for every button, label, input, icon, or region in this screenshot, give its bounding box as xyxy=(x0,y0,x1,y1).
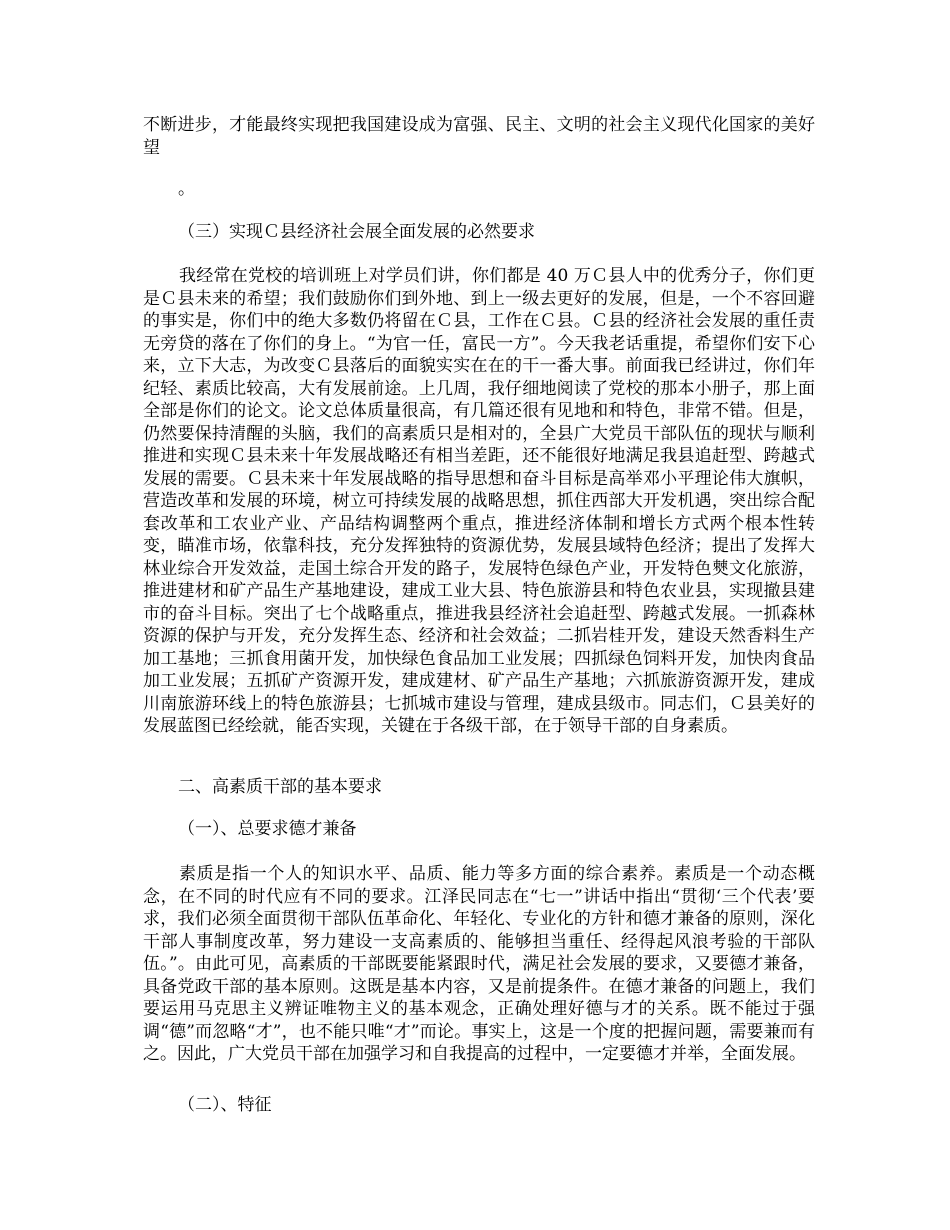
paragraph-body-2: 素质是指一个人的知识水平、品质、能力等多方面的综合素养。素质是一个动态概念，在不同的时代应有不同的要求。江泽民同志在“七一”讲话中指出“贯彻‘三个代表’要求，我们必须全面贯彻干部队伍革命化、年轻化、专业化的方针和德才兼备的原则，深化干部人事制度改革，努力建设一支高素质的、能够担当重任、经得起风浪考验的干部队伍。”。由此可见，高素质的干部既要能紧跟时代，满足社会发展的要求，又要德才兼备，具备党政干部的基本原则。这既是基本内容，又是前提条件。在德才兼备的问题上，我们要运用马克思主义辨证唯物主义的基本观念，正确处理好德与才的关系。既不能过于强调“德”而忽略“才”，也不能只唯“才”而论。事实上，这是一个度的把握问题，需要兼而有之。因此，广大党员干部在加强学习和自我提高的过程中，一定要德才并举，全面发展。 xyxy=(143,864,815,1064)
paragraph-body-1: 我经常在党校的培训班上对学员们讲，你们都是 40 万Ｃ县人中的优秀分子，你们更是Ｃ县未来的希望；我们鼓励你们到外地、到上一级去更好的发展，但是，一个不容回避的事实是，你们中的绝大多数仍将留在Ｃ县，工作在Ｃ县。Ｃ县的经济社会发展的重任责无旁贷的落在了你们的身上。“为官一任，富民一方”。今天我老话重提，希望你们安下心来，立下大志，为改变Ｃ县落后的面貌实实在在的干一番大事。前面我已经讲过，你们年纪轻、素质比较高，大有发展前途。上几周，我仔细地阅读了党校的那本小册子，那上面全部是你们的论文。论文总体质量很高，有几篇还很有见地和和特色，非常不错。但是，仍然要保持清醒的头脑，我们的高素质只是相对的，全县广大党员干部队伍的现状与顺利推进和实现Ｃ县未来十年发展战略还有相当差距，还不能很好地满足我县追赶型、跨越式发展的需要。Ｃ县未来十年发展战略的指导思想和奋斗目标是高举邓小平理论伟大旗帜，营造改革和发展的环境，树立可持续发展的战略思想，抓住西部大开发机遇，突出综合配套改革和工农业产业、产品结构调整两个重点，推进经济体制和增长方式两个根本性转变，瞄准市场，依靠科技，充分发挥独特的资源优势，发展县域特色经济；提出了发挥大林业综合开发效益，走国土综合开发的路子，发展特色绿色产业，开发特色僰文化旅游，推进建材和矿产品生产基地建设，建成工业大县、特色旅游县和特色农业县，实现撤县建市的奋斗目标。突出了七个战略重点，推进我县经济社会追赶型、跨越式发展。一抓森林资源的保护与开发，充分发挥生态、经济和社会效益；二抓岩桂开发，建设天然香料生产加工基地；三抓食用菌开发，加快绿色食品加工业发展；四抓绿色饲料开发，加快肉食品加工业发展；五抓矿产资源开发，建成建材、矿产品生产基地；六抓旅游资源开发，建成川南旅游环线上的特色旅游县；七抓城市建设与管理，建成县级市。同志们，Ｃ县美好的发展蓝图已经绘就，能否实现，关键在于各级干部，在于领导干部的自身素质。 xyxy=(143,266,815,736)
paragraph-period: 。 xyxy=(178,179,195,199)
heading-subsection-2: （二）、特征 xyxy=(178,1095,272,1115)
heading-section-3: （三）实现Ｃ县经济社会展全面发展的必然要求 xyxy=(178,222,535,242)
heading-subsection-1: （一）、总要求德才兼备 xyxy=(178,819,357,839)
heading-section-two: 二、高素质干部的基本要求 xyxy=(178,777,382,797)
paragraph-intro-continued: 不断进步，才能最终实现把我国建设成为富强、民主、文明的社会主义现代化国家的美好望 xyxy=(143,115,815,158)
